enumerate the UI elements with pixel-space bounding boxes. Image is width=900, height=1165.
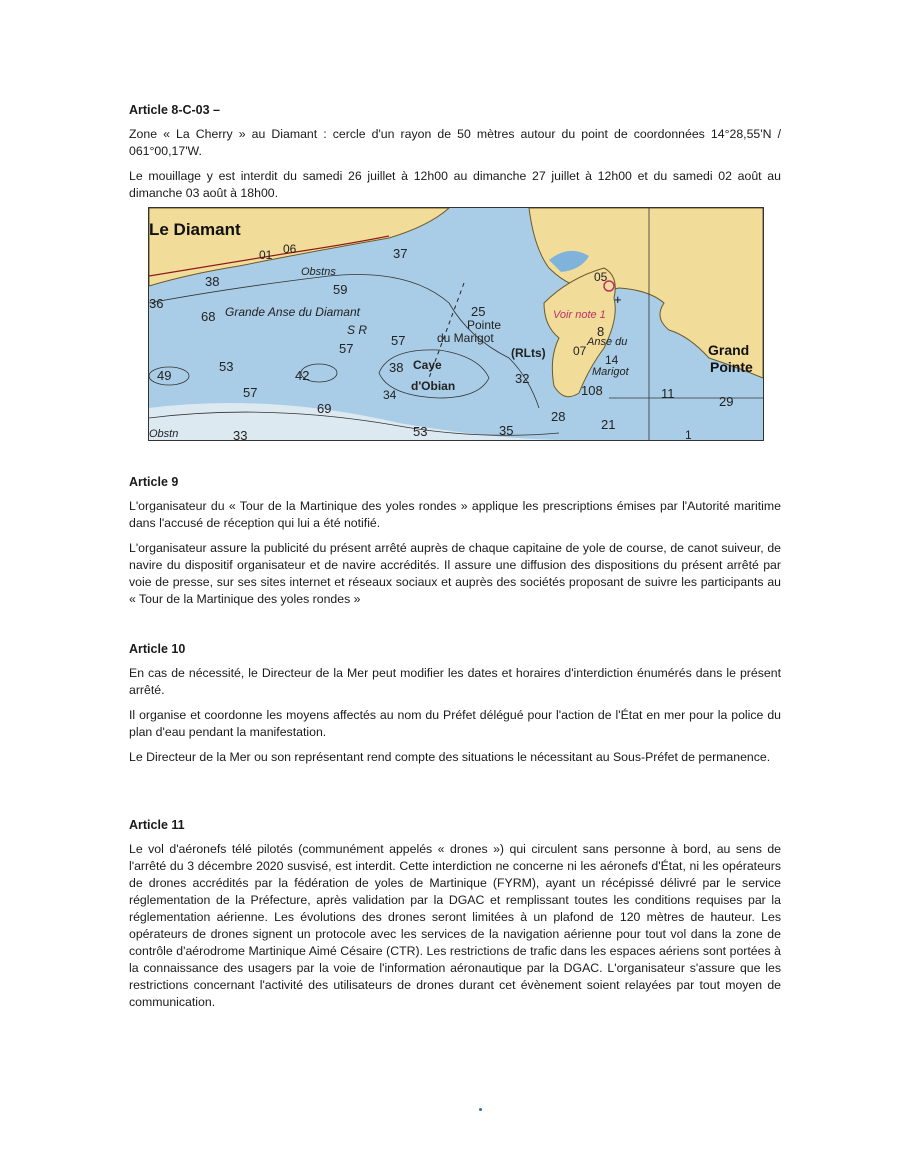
label-obian: d'Obian (411, 379, 456, 393)
sounding: 32 (515, 371, 530, 386)
sounding: 53 (219, 359, 234, 374)
sounding: 69 (317, 401, 332, 416)
sounding: 68 (201, 309, 216, 324)
sounding: 42 (295, 368, 310, 383)
label-obstn: Obstn (149, 428, 179, 440)
sounding: 14 (605, 353, 619, 367)
sounding: 28 (551, 409, 566, 424)
sounding: 57 (339, 341, 354, 356)
article-8c03-paragraph-1: Zone « La Cherry » au Diamant : cercle d'un rayon de 50 mètres autour du point de coordonnées 14°28,55'N / 061°00,17'W. (129, 127, 781, 158)
article-9-section (129, 474, 781, 616)
article-11-section (129, 817, 781, 1019)
label-pointe-marigot-2: du Marigot (437, 331, 494, 345)
article-10-title: Article 10 (129, 642, 186, 656)
sounding: 29 (719, 394, 734, 409)
label-grand: Grand (708, 342, 750, 358)
article-10-paragraph-2: Il organise et coordonne les moyens affectés au nom du Préfet délégué pour l'action de l'État en mer pour la police du plan d'eau pendant la manifestation. (129, 708, 781, 739)
nautical-chart-map (148, 207, 764, 441)
sounding: 11 (661, 386, 675, 401)
sounding: 57 (243, 385, 258, 400)
article-10-paragraph-1: En cas de nécessité, le Directeur de la Mer peut modifier les dates et horaires d'interdiction énumérés dans le présent arrêté. (129, 666, 781, 697)
sounding: 108 (581, 383, 603, 398)
label-obstns: Obstns (301, 266, 336, 278)
sounding: 01 (259, 248, 273, 262)
label-pointe: Pointe (710, 359, 753, 375)
sounding: 05 (594, 270, 608, 284)
sounding: 35 (499, 423, 514, 438)
sounding: 1 (685, 428, 692, 441)
sounding: 38 (205, 274, 220, 289)
article-8c03-section (129, 102, 781, 210)
sounding: 21 (601, 417, 616, 432)
sounding: 8 (597, 324, 605, 339)
sounding: 33 (233, 428, 248, 441)
label-voir-note: Voir note 1 (553, 309, 606, 321)
label-pointe-marigot-1: Pointe (467, 318, 502, 332)
label-sr: S R (347, 323, 368, 337)
article-9-title: Article 9 (129, 475, 179, 489)
scan-speck (479, 1108, 482, 1111)
label-grande-anse: Grande Anse du Diamant (225, 305, 360, 319)
sounding: 53 (413, 424, 428, 439)
sounding: 25 (471, 304, 486, 319)
article-8c03-title: Article 8-C-03 – (129, 103, 221, 117)
article-9-paragraph-1: L'organisateur du « Tour de la Martinique des yoles rondes » applique les prescriptions émises par l'Autorité maritime dans l'accusé de réception qui lui a été notifié. (129, 499, 781, 530)
sounding: 34 (383, 388, 397, 402)
label-anse-du: Anse du (587, 336, 628, 348)
sounding: 38 (389, 360, 404, 375)
article-9-paragraph-2: L'organisateur assure la publicité du présent arrêté auprès de chaque capitaine de yole de course, de canot suiveur, de navire du dispositif organisateur et de navire accrédités. Il assure une diffusion des dispositions du présent arrêté par voie de presse, sur ses sites internet et réseaux sociaux et auprès des sociétés proposant de suivre les participants au « Tour de la Martinique des yoles rondes » (129, 541, 781, 606)
label-rlts: (RLts) (511, 346, 546, 360)
sounding: 07 (573, 344, 587, 358)
sounding: 37 (393, 246, 408, 261)
article-10-section (129, 641, 781, 774)
sounding: 49 (157, 368, 172, 383)
sounding: 36 (149, 296, 164, 311)
nautical-chart-svg (149, 208, 763, 440)
article-10-paragraph-3: Le Directeur de la Mer ou son représentant rend compte des situations le nécessitant au Sous-Préfet de permanence. (129, 750, 771, 764)
sounding: 59 (333, 282, 348, 297)
article-11-paragraph-1: Le vol d'aéronefs télé pilotés (communément appelés « drones ») qui circulent sans personne à bord, au sens de l'arrêté du 3 décembre 2020 susvisé, est interdit. Cette interdiction ne concerne ni les aéronefs d'État, ni les opérateurs de drones accrédités par la fédération de yoles de Martinique (FYRM), ayant un récépissé délivré par le service réglementation de la Préfecture, après validation par la DGAC et remplissant toutes les conditions requises par la réglementation aérienne. Les évolutions des drones seront limitées à un plafond de 120 mètres de hauteur. Les opérateurs de drones signent un protocole avec les services de la navigation aérienne pour tout vol dans la zone de contrôle d'aérodrome Martinique Aimé Césaire (CTR). Les restrictions de trafic dans les espaces aériens sont portées à la connaissance des usagers par la voie de l'information aéronautique par la DGAC. L'organisateur s'assure que les restrictions concernant l'activité des utilisateurs de drones durant cet évènement soient relayées par tout moyen de communication. (129, 842, 781, 1009)
sounding: 06 (283, 242, 297, 256)
article-8c03-paragraph-2: Le mouillage y est interdit du samedi 26 juillet à 12h00 au dimanche 27 juillet à 12h00 et du samedi 02 août au dimanche 03 août à 18h00. (129, 169, 781, 200)
sounding: 57 (391, 333, 406, 348)
label-le-diamant: Le Diamant (149, 220, 241, 239)
cross-marker-icon: + (614, 292, 622, 307)
label-caye: Caye (413, 358, 442, 372)
article-11-title: Article 11 (129, 818, 185, 832)
label-marigot: Marigot (592, 366, 629, 378)
